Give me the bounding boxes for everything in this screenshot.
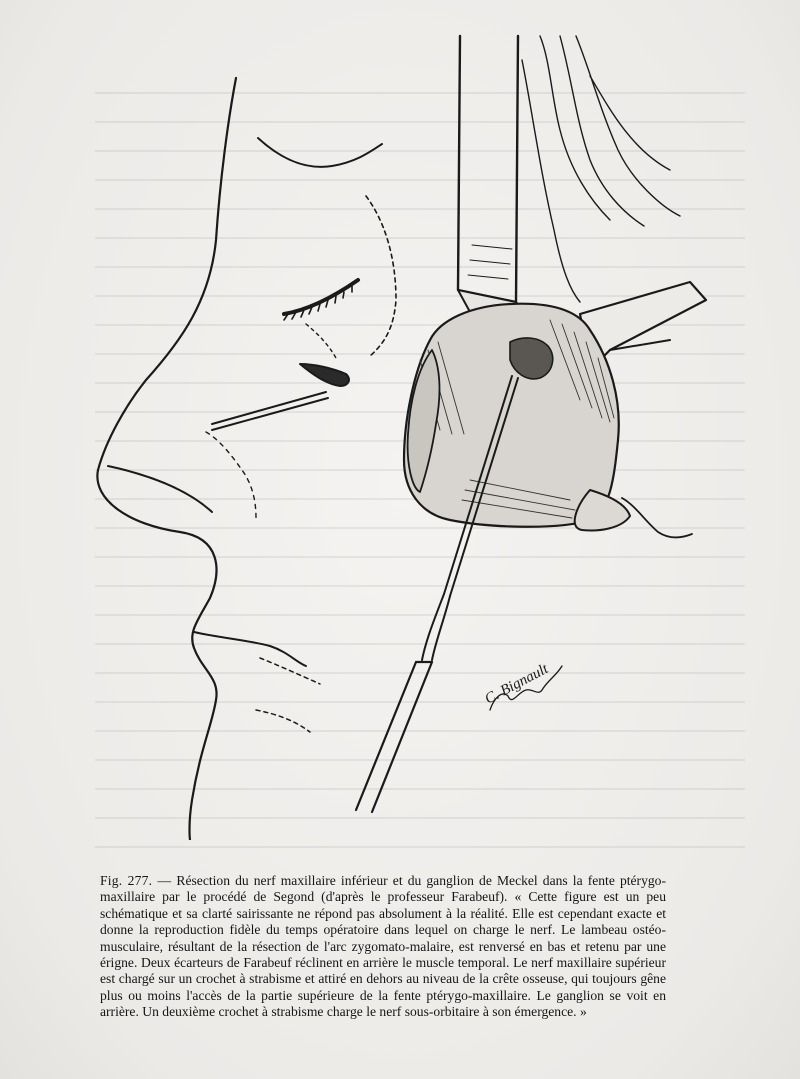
- face-profile-line: [97, 78, 236, 840]
- surgical-illustration: [70, 20, 710, 840]
- retractor-1-hatch: [468, 245, 512, 279]
- caption-text: Résection du nerf maxillaire inférieur et du ganglion de Meckel dans la fente ptérygo-maxillaire par le procédé de Segond (d'après le professeur Farabeuf). « Cette figure est un peu schématique et sa clarté sairissante ne répond pas absolument à la réalité. Elle est cependant exacte et donne la reproduction fidèle du temps opératoire dans lequel on charge le nerf. Le lambeau ostéo-musculaire, résultant de la résection de l'arc zygomato-malaire, est renversé en bas et retenu par une érigne. Deux écarteurs de Farabeuf réclinent en arrière le muscle temporal. Le nerf maxillaire supérieur est chargé sur un crochet à strabisme et attiré en dehors au niveau de la crête osseuse, qui toujours gêne plus ou moins l'accès de la partie supérieure de la fente ptérygo-maxillaire. Le ganglion se voit en arrière. Un deuxième crochet à strabisme charge le nerf sous-orbitaire à son émergence. »: [100, 873, 666, 1020]
- cheek-dotted-line: [206, 432, 256, 518]
- brow-line: [258, 138, 382, 167]
- erigne-hook: [622, 498, 692, 538]
- figure-caption: [100, 873, 666, 1021]
- lower-eyelid-dotted: [306, 324, 336, 358]
- chin-dotted: [256, 710, 310, 732]
- upper-lip: [194, 632, 306, 666]
- strabismus-hook-1: [212, 392, 328, 430]
- hair-strands: [522, 36, 680, 302]
- hook-handle: [356, 662, 432, 812]
- nasal-ala-line: [108, 466, 212, 512]
- closed-eye: [284, 280, 358, 314]
- lower-lip-dotted: [260, 658, 320, 684]
- figure-number: Fig. 277. —: [100, 873, 172, 888]
- temple-dotted-line: [366, 196, 396, 356]
- artist-signature: C. Bignault: [482, 660, 551, 708]
- hook-handle-taper: [422, 594, 450, 660]
- infraorbital-incision: [300, 364, 349, 386]
